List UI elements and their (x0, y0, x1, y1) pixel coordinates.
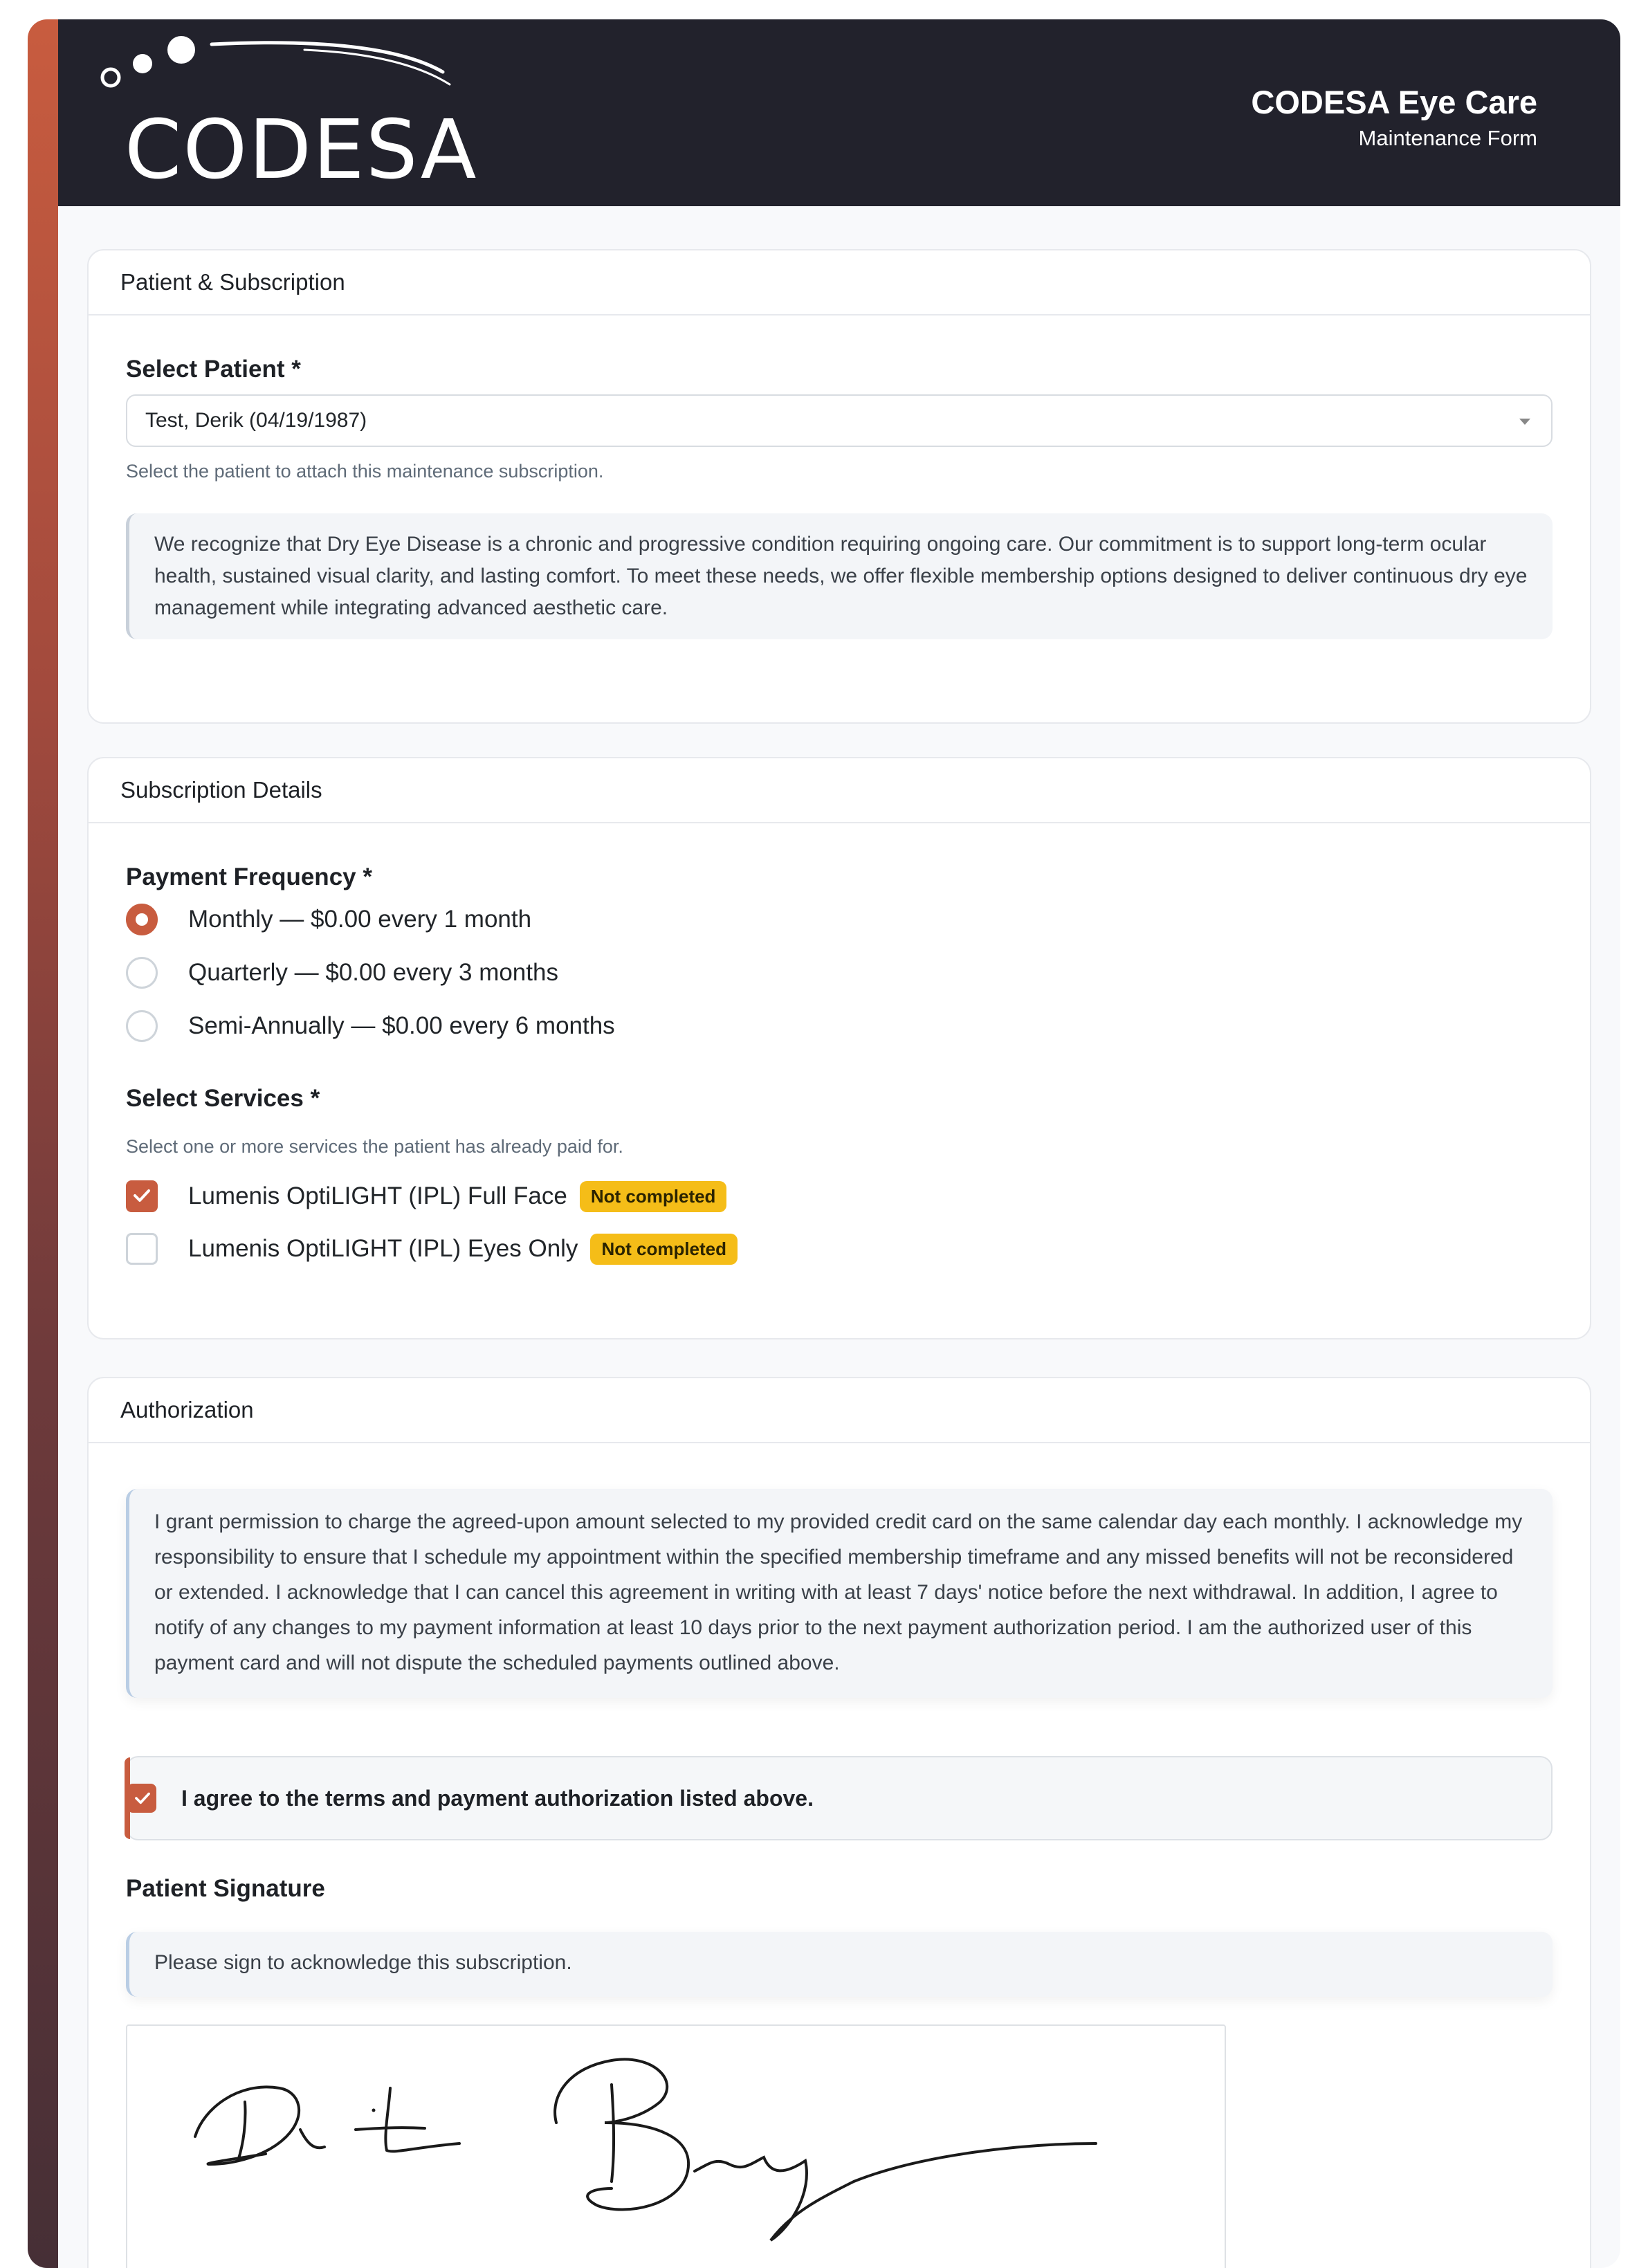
select-patient-label: Select Patient * (126, 356, 301, 383)
logo-orbit-icon (76, 29, 477, 105)
payment-terms: I grant permission to charge the agreed-upon amount selected to my provided credit card on the same calendar day each monthly. I acknowledge my responsibility to ensure that I schedule my appointment within the specified membership timeframe and any missed benefits will not be reconsidered or extended. I acknowledge that I can cancel this agreement in writing with at least 7 days' notice before the next withdrawal. In addition, I agree to notify of any changes to my payment information at least 10 days prior to the next payment authorization period. I am the authorized user of this payment card and will not dispute the scheduled payments outlined above. (126, 1489, 1553, 1698)
service-full-face[interactable] (126, 1180, 726, 1212)
radio-button[interactable] (126, 904, 158, 935)
signature-pad[interactable] (126, 2024, 1226, 2268)
payment-frequency-label: Payment Frequency * (126, 863, 372, 890)
service-label: Lumenis OptiLIGHT (IPL) Full Face (188, 1182, 567, 1209)
codesa-logo-icon (76, 29, 477, 195)
subscription-card (87, 757, 1591, 1339)
agree-checkbox[interactable] (127, 1784, 156, 1813)
page-title: CODESA Eye Care (1251, 84, 1537, 120)
agree-terms-row[interactable] (126, 1756, 1553, 1840)
patient-help-text: Select the patient to attach this maintenance subscription. (126, 461, 604, 482)
frequency-option-quarterly[interactable] (126, 957, 558, 989)
frequency-option-label: Monthly — $0.00 every 1 month (188, 906, 532, 933)
service-checkbox[interactable] (126, 1233, 158, 1265)
card-title: Subscription Details (89, 758, 1590, 823)
logo-wordmark: CODESA (125, 102, 478, 197)
service-checkbox[interactable] (126, 1180, 158, 1212)
dry-eye-info: We recognize that Dry Eye Disease is a chronic and progressive condition requiring ongoing care. Our commitment is to support long-term ocular health, sustained visual clarity, and lasting comfort. To meet these needs, we offer flexible membership options designed to deliver continuous dry eye management while integrating advanced aesthetic care. (126, 513, 1553, 639)
service-eyes-only[interactable] (126, 1233, 738, 1265)
services-help-text: Select one or more services the patient has already paid for. (126, 1136, 623, 1157)
accent-bar (28, 19, 58, 2268)
frequency-option-label: Semi-Annually — $0.00 every 6 months (188, 1012, 615, 1039)
agree-label: I agree to the terms and payment authorization listed above. (181, 1785, 814, 1811)
radio-button[interactable] (126, 1010, 158, 1042)
patient-select-value: Test, Derik (04/19/1987) (145, 409, 367, 432)
select-services-label: Select Services * (126, 1085, 320, 1112)
signature-prompt: Please sign to acknowledge this subscription. (126, 1932, 1553, 1997)
authorization-card (87, 1377, 1591, 2268)
signature-label: Patient Signature (126, 1875, 325, 1902)
card-title: Patient & Subscription (89, 250, 1590, 315)
frequency-option-semi-annually[interactable] (126, 1010, 615, 1042)
frequency-option-monthly[interactable] (126, 904, 531, 935)
status-badge: Not completed (590, 1234, 738, 1265)
check-icon (133, 1188, 151, 1203)
page-subtitle: Maintenance Form (1358, 126, 1537, 150)
check-icon (134, 1791, 151, 1805)
status-badge: Not completed (580, 1181, 727, 1212)
patient-card (87, 249, 1591, 724)
radio-button[interactable] (126, 957, 158, 989)
frequency-option-label: Quarterly — $0.00 every 3 months (188, 959, 558, 986)
app-frame (28, 19, 1620, 2268)
header-titles (1251, 82, 1537, 154)
card-title: Authorization (89, 1378, 1590, 1443)
chevron-down-icon (1519, 419, 1530, 425)
patient-select[interactable] (126, 394, 1553, 447)
page-header (58, 19, 1620, 206)
service-label: Lumenis OptiLIGHT (IPL) Eyes Only (188, 1235, 578, 1262)
signature-stroke (127, 2026, 1227, 2268)
